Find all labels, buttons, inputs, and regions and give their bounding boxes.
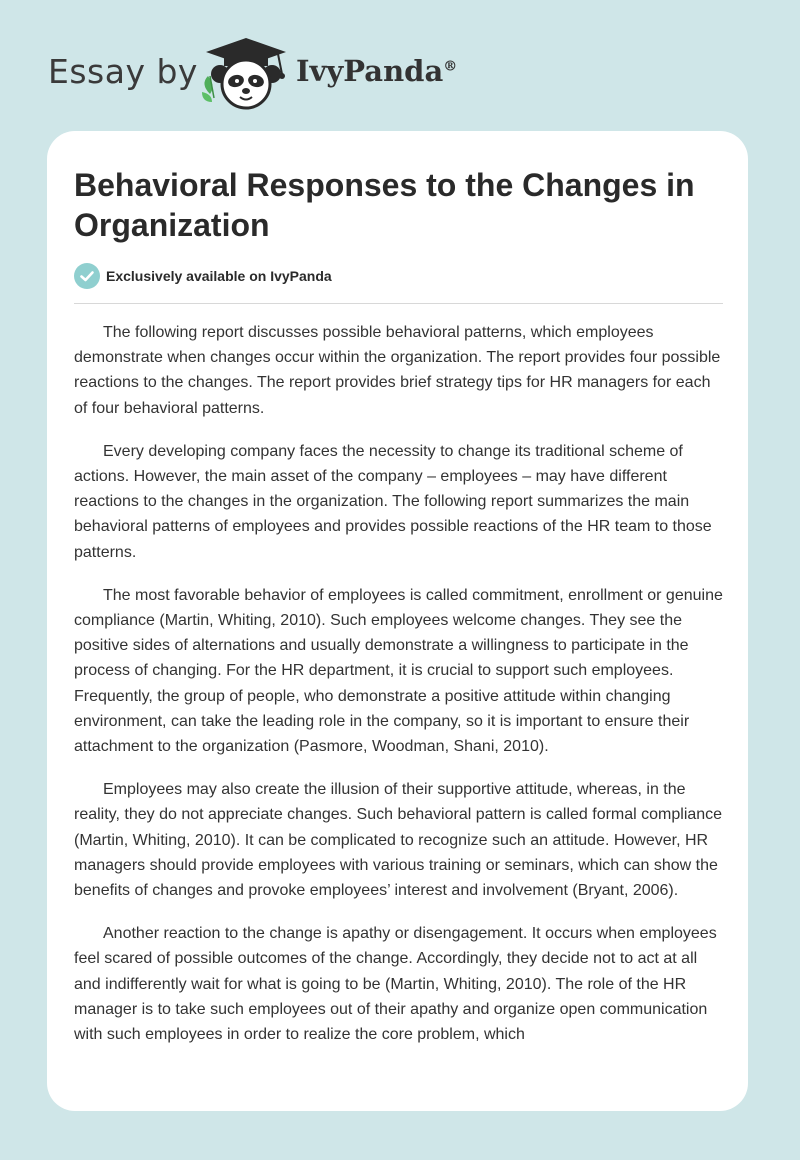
exclusive-badge-label: Exclusively available on IvyPanda — [106, 268, 332, 284]
check-circle-icon — [74, 263, 100, 289]
essay-by-label: Essay by — [48, 52, 198, 91]
paragraph: Another reaction to the change is apathy or disengagement. It occurs when employees feel scared of possible outcomes of the change. Accordingly, they decide not to act at all and indifferently wait for what is going to be (Martin, Whiting, 2010). The role of the HR manager is to take such employees out of their apathy and organize open communication with such employees in order to realize the core problem, which — [74, 925, 717, 1044]
registered-mark: ® — [443, 58, 458, 75]
exclusive-badge — [74, 263, 332, 289]
panda-graduate-icon[interactable] — [196, 36, 296, 110]
paragraph: Every developing company faces the necessity to change its traditional scheme of actions. However, the main asset of the company – employees – may have different reactions to the changes in the organization. The following report summarizes the main behavioral patterns of employees and provides possible reactions of the HR team to those patterns. — [74, 442, 712, 561]
paragraph: The following report discusses possible behavioral patterns, which employees demonstrate when changes occur within the organization. The report provides four possible reactions to the changes. The report provides brief strategy tips for HR managers for each of four behavioral patterns. — [74, 324, 721, 417]
brand-name[interactable] — [296, 54, 457, 88]
essay-title: Behavioral Responses to the Changes in Organization — [74, 167, 695, 243]
paragraph: Employees may also create the illusion of their supportive attitude, whereas, in the reality, they do not appreciate changes. Such behavioral pattern is called formal compliance (Martin, Whiting, 2010). It can be complicated to recognize such an attitude. However, HR managers should provide employees with various training or seminars, which can show the benefits of changes and provoke employees’ interest and involvement (Bryant, 2006). — [74, 781, 723, 900]
essay-body — [74, 320, 726, 1065]
brand-name-text: IvyPanda — [296, 54, 444, 88]
essay-card — [47, 131, 748, 1111]
title-divider — [74, 303, 723, 304]
site-header — [0, 0, 800, 130]
paragraph: The most favorable behavior of employees is called commitment, enrollment or genuine compliance (Martin, Whiting, 2010). Such employees welcome changes. They see the positive sides of alternations and usually demonstrate a willingness to participate in the process of changing. For the HR department, it is crucial to support such employees. Frequently, the group of people, who demonstrate a positive attitude within changing environment, can take the leading role in the company, so it is important to ensure their attachment to the organization (Pasmore, Woodman, Shani, 2010). — [74, 586, 723, 756]
